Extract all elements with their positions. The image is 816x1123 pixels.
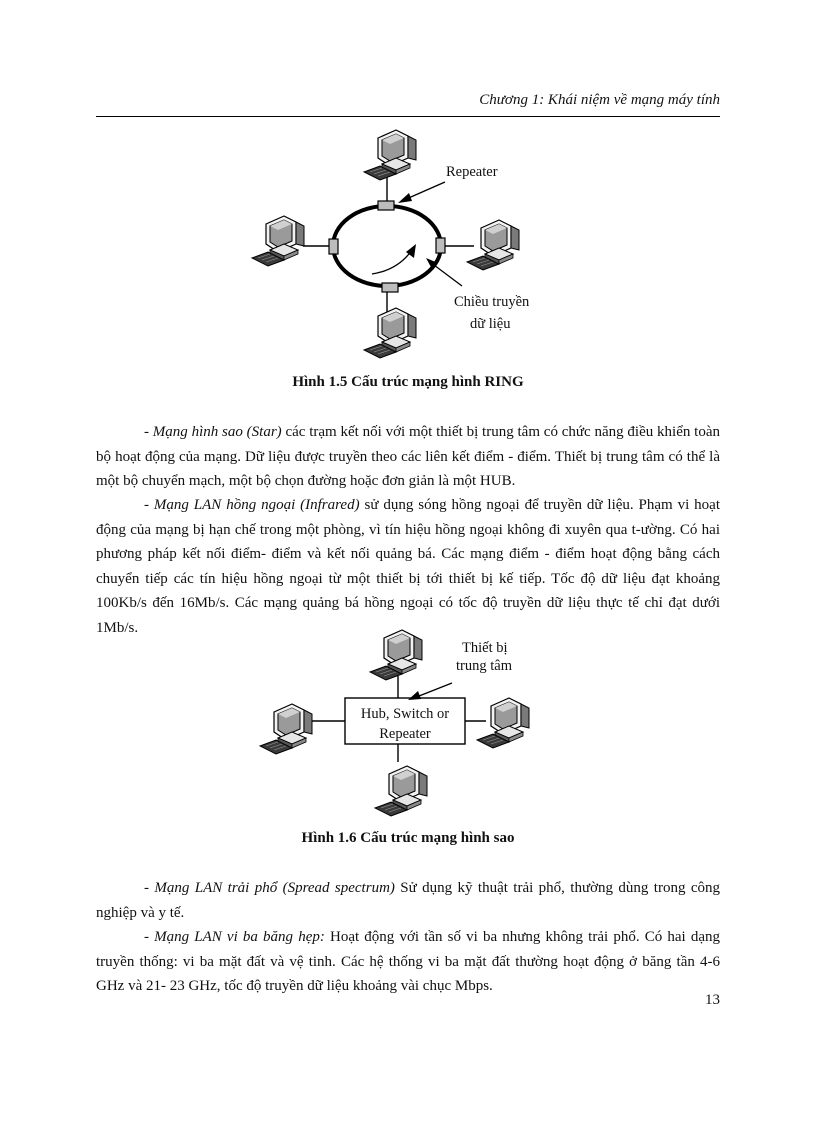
paragraph-star-text: các trạm kết nối với một thiết bị trung tâm có chức năng điều khiển toàn bộ hoạt động của mạng. Dữ liệu được truyền theo các liên kết điểm - điểm. Thiết bị trung tâm có thể là một bộ chuyển mạch, một bộ chọn đường hoặc đơn giản là một HUB. <box>96 424 720 489</box>
ring-outer <box>333 206 441 286</box>
computer-icon-bottom <box>364 308 416 358</box>
star-topology-figure <box>0 620 816 820</box>
center-device-label-line2: trung tâm <box>456 658 512 674</box>
computer-icon-left <box>252 216 304 266</box>
paragraph-infrared <box>96 493 720 640</box>
computer-icon-left <box>260 704 312 754</box>
repeater-bottom <box>382 283 398 292</box>
paragraph-infrared-lead: - Mạng LAN hồng ngoại (Infrared) <box>144 497 360 513</box>
paragraph-spread-lead: - Mạng LAN trải phổ (Spread spectrum) <box>144 880 395 896</box>
computer-icon-right <box>477 698 529 748</box>
paragraph-microwave-text: Hoạt động với tần số vi ba nhưng không trải phổ. Có hai dạng truyền thống: vi ba mặt đất và vệ tinh. Các hệ thống vi ba mặt đất thường hoạt động ở băng tần 4-6 GHz và 21- 23 GHz, tốc độ truyền dữ liệu khoảng vài chục Mbps. <box>96 929 720 994</box>
star-figure-caption: Hình 1.6 Cấu trúc mạng hình sao <box>301 830 515 846</box>
hub-label-line1: Hub, Switch or <box>360 706 450 722</box>
header-divider <box>96 116 720 117</box>
ring-figure-caption: Hình 1.5 Cấu trúc mạng hình RING <box>292 374 524 390</box>
paragraph-star-lead: - Mạng hình sao (Star) <box>144 424 282 440</box>
computer-icon-top <box>364 130 416 180</box>
repeater-right <box>436 238 445 253</box>
paragraph-spread <box>96 876 720 925</box>
page-number: 13 <box>705 992 720 1008</box>
ring-topology-figure <box>0 126 816 368</box>
direction-label-line2: dữ liệu <box>470 316 511 332</box>
direction-label-line1: Chiều truyền <box>454 294 530 310</box>
computer-icon-bottom <box>375 766 427 816</box>
paragraph-microwave-lead: - Mạng LAN vi ba băng hẹp: <box>144 929 325 945</box>
hub-label-line2: Repeater <box>379 726 431 742</box>
repeater-label: Repeater <box>446 164 498 180</box>
computer-icon-right <box>467 220 519 270</box>
repeater-top <box>378 201 394 210</box>
page-header-title: Chương 1: Khái niệm về mạng máy tính <box>479 92 720 108</box>
center-device-label-line1: Thiết bị <box>462 640 508 656</box>
paragraph-star <box>96 420 720 494</box>
paragraph-microwave <box>96 925 720 999</box>
paragraph-spread-text: Sử dụng kỹ thuật trải phổ, thường dùng trong công nghiệp và y tế. <box>96 880 720 921</box>
repeater-left <box>329 239 338 254</box>
computer-icon-top <box>370 630 422 680</box>
paragraph-infrared-text: sử dụng sóng hồng ngoại để truyền dữ liệu. Phạm vi hoạt động của mạng bị hạn chế trong một phòng, vì tín hiệu hồng ngoại không đi xuyên qua t-ường. Có hai phương pháp kết nối điểm- điểm và kết nối quảng bá. Các mạng điểm - điểm hoạt động bằng cách chuyển tiếp các tín hiệu hồng ngoại từ một thiết bị tới thiết bị kế tiếp. Tốc độ dữ liệu đạt khoảng 100Kb/s đến 16Mb/s. Các mạng quảng bá hồng ngoại có tốc độ truyền dữ liệu thực tế chỉ đạt dưới 1Mb/s. <box>96 497 720 636</box>
